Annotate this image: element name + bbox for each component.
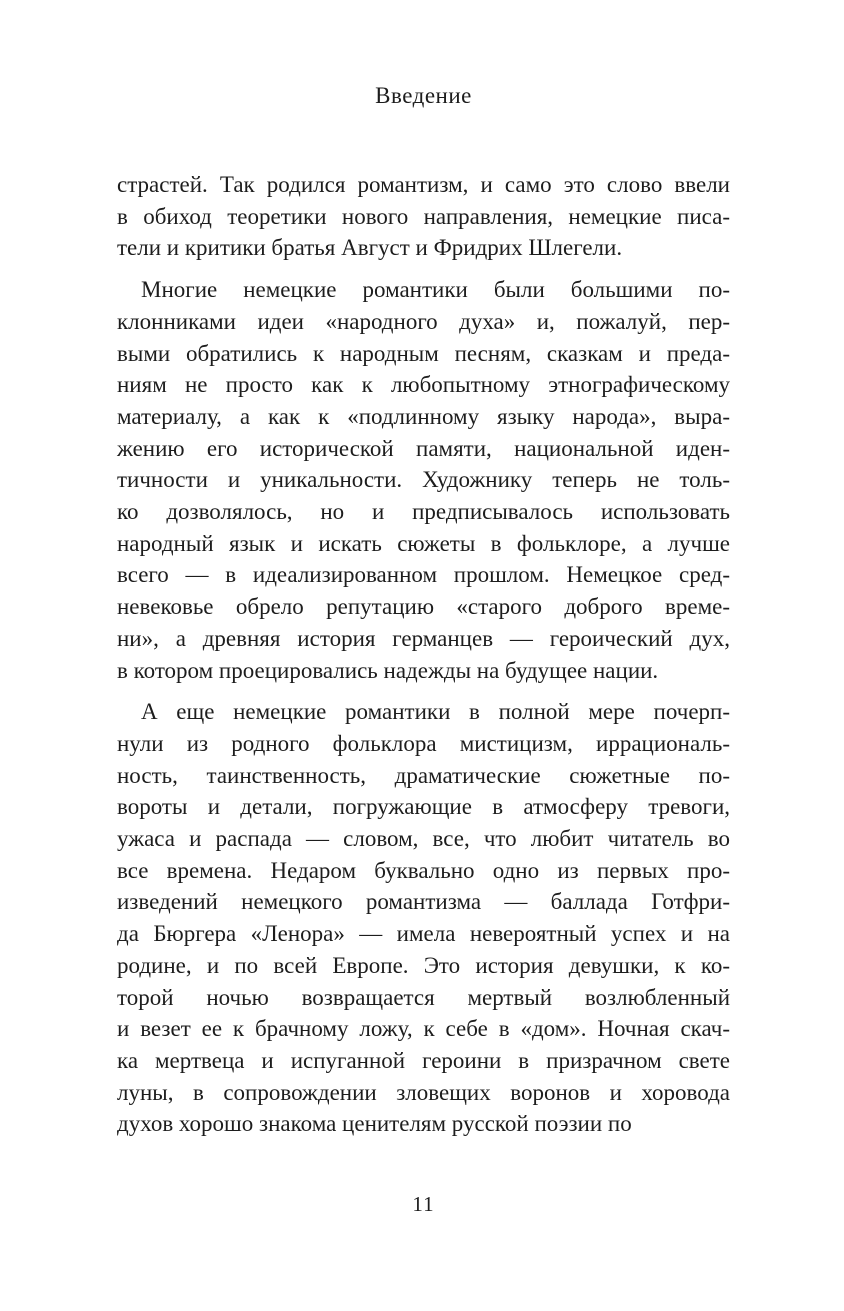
text-line: жению его исторической памяти, национальной иден- [117, 435, 730, 461]
text-line: Многие немецкие романтики были большими по- [141, 277, 730, 303]
text-line: страстей. Так родился романтизм, и само это слово ввели [117, 172, 730, 197]
text-line: ко дозволялось, но и предписывалось использовать [117, 499, 730, 525]
text-line: нули из родного фольклора мистицизм, иррациональ- [117, 730, 730, 756]
text-line: выми обратились к народным песням, сказкам и преда- [117, 340, 730, 366]
text-line: изведений немецкого романтизма — баллада Готфри- [117, 889, 730, 915]
text-line: торой ночью возвращается мертвый возлюбленный [117, 984, 730, 1010]
text-line: и везет ее к брачному ложу, к себе в «дом». Ночная скач- [117, 1016, 730, 1042]
text-line: луны, в сопровождении зловещих воронов и хоровода [117, 1079, 730, 1105]
text-line: тичности и уникальности. Художнику теперь не толь- [117, 467, 730, 493]
text-line: духов хорошо знакома ценителям русской поэзии по [117, 1111, 632, 1137]
text-line: все времена. Недаром буквально одно из первых про- [117, 857, 730, 883]
text-line: ниям не просто как к любопытному этнографическому [117, 372, 730, 398]
text-line: да Бюргера «Ленора» — имела невероятный успех и на [117, 921, 730, 947]
text-line: в обиход теоретики нового направления, немецкие писа- [117, 203, 730, 229]
paragraph [117, 169, 730, 264]
text-line: народный язык и искать сюжеты в фольклоре, а лучше [117, 530, 730, 556]
text-line: невековье обрело репутацию «старого доброго време- [117, 594, 730, 620]
text-line: ни», а древняя история германцев — героический дух, [117, 625, 730, 651]
text-line: всего — в идеализированном прошлом. Немецкое сред- [117, 562, 730, 588]
paragraph [117, 274, 730, 686]
text-line: родине, и по всей Европе. Это история девушки, к ко- [117, 952, 730, 978]
text-line: ность, таинственность, драматические сюжетные по- [117, 762, 730, 788]
paragraph [117, 696, 730, 1140]
text-line: в котором проецировались надежды на будущее нации. [117, 657, 659, 683]
text-line: А еще немецкие романтики в полной мере почерп- [141, 699, 730, 725]
text-line: клонниками идеи «народного духа» и, пожалуй, пер- [117, 308, 730, 334]
chapter-header: Введение [375, 83, 472, 108]
text-line: тели и критики братья Август и Фридрих Шлегели. [117, 235, 623, 261]
text-line: материалу, а как к «подлинному языку народа», выра- [117, 403, 730, 429]
text-line: ка мертвеца и испуганной героини в призрачном свете [117, 1047, 730, 1073]
text-line: ужаса и распада — словом, все, что любит читатель во [117, 826, 730, 852]
text-line: вороты и детали, погружающие в атмосферу тревоги, [117, 794, 730, 820]
body-text [117, 169, 730, 1140]
page-number: 11 [412, 1192, 435, 1216]
